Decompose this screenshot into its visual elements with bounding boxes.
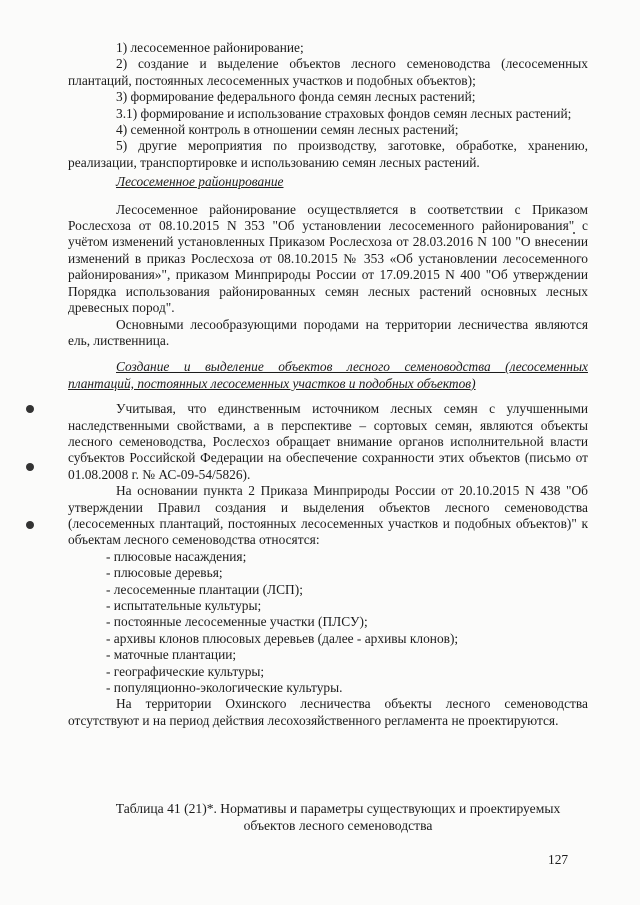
list-item: - популяционно-экологические культуры. — [106, 680, 343, 696]
list-item: 3.1) формирование и использование страховых фондов семян лесных растений; — [116, 105, 572, 121]
list-item: - испытательные культуры; — [106, 598, 262, 613]
list-item: - лесосеменные плантации (ЛСП); — [106, 581, 303, 597]
page-number: 127 — [548, 852, 569, 867]
list-item: - плюсовые деревья; — [106, 565, 223, 581]
section-heading: Лесосеменное районирование — [116, 174, 284, 190]
list-item: - постоянные лесосеменные участки (ПЛСУ); — [106, 614, 368, 630]
punch-hole-mark — [26, 521, 34, 529]
punch-hole-mark — [26, 463, 34, 471]
list-item: 4) семенной контроль в отношении семян лесных растений; — [116, 122, 459, 138]
list-item: 3) формирование федерального фонда семян лесных растений; — [116, 89, 476, 105]
list-item: - плюсовые насаждения; — [106, 548, 247, 564]
table-caption-line: объектов лесного семеноводства — [243, 818, 433, 833]
section-heading: Создание и выделение объектов лесного семеноводства (лесосеменных плантаций, постоянных лесосеменных участков и подобных объектов) — [68, 359, 588, 391]
list-item: 1) лесосеменное районирование; — [116, 40, 304, 55]
list-item: - архивы клонов плюсовых деревьев (далее - архивы клонов); — [106, 630, 459, 646]
list-item: - маточные плантации; — [106, 647, 237, 663]
list-item: 5) другие мероприятия по производству, заготовке, обработке, хранению, реализации, транспортировке и использованию семян лесных растений. — [68, 138, 588, 170]
paragraph: На территории Охинского лесничества объекты лесного семеноводства отсутствуют и на период действия лесохозяйственного регламента не проектируются. — [68, 696, 588, 728]
paragraph: Лесосеменное районирование осуществляется в соответствии с Приказом Рослесхоза от 08.10.2015 N 353 "Об установлении лесосеменного районирования" с учётом изменений установленных Приказом Рослесхоза от 28.03.2016 N 100 "О внесении изменений в приказ Рослесхоза от 08.10.2015 № 353 «Об установлении лесосеменного районирования»", приказом Минприроды России от 17.09.2015 N 400 "Об утверждении Порядка использования районированных семян лесных растений основных лесных древесных пород". — [68, 201, 588, 316]
paragraph: На основании пункта 2 Приказа Минприроды России от 20.10.2015 N 438 "Об утверждении Правил создания и выделения объектов лесного семеноводства (лесосеменных плантаций, постоянных лесосеменных участков и подобных объектов)" к объектам лесного семеноводства относятся: — [68, 483, 588, 548]
paragraph: Основными лесообразующими породами на территории лесничества являются ель, лиственница. — [68, 316, 588, 348]
list-item: - географические культуры; — [106, 663, 265, 679]
paragraph: Учитывая, что единственным источником лесных семян с улучшенными наследственными свойствами, а в перспективе – сортовых семян, являются объекты лесного семеноводства, Рослесхоз обращает внимание органов исполнительной власти субъектов Российской Федерации на обеспечение сохранности этих объектов (письмо от 01.08.2008 г. № АС-09-54/5826). — [68, 401, 588, 482]
list-item: 2) создание и выделение объектов лесного семеноводства (лесосеменных плантаций, постоянных лесосеменных участков и подобных объектов); — [68, 56, 588, 88]
table-caption-line: Таблица 41 (21)*. Нормативы и параметры существующих и проектируемых — [115, 801, 561, 816]
table-caption — [68, 800, 608, 834]
objects-list — [68, 549, 588, 697]
punch-hole-mark — [26, 405, 34, 413]
document-body — [68, 40, 588, 729]
